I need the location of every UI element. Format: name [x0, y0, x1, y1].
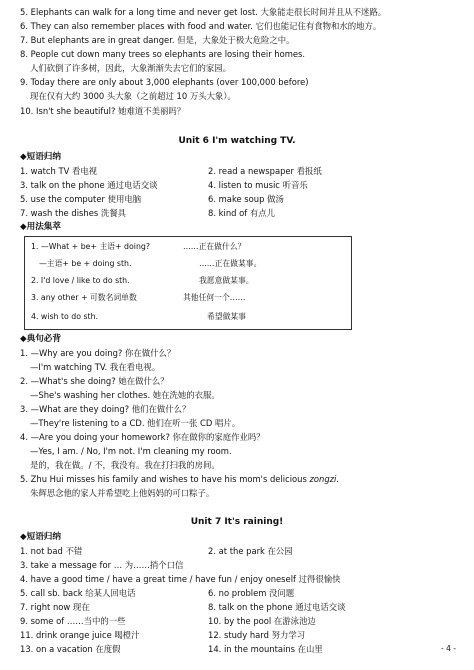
usage-meaning: ……正在做某事。	[199, 259, 262, 268]
sentence-line: 4. —Are you doing your homework? 你在做你的家庭作业吗？	[20, 432, 265, 442]
phrase-item: 3. talk on the phone 通过电话交谈	[20, 180, 158, 190]
usage-meaning: 其他任何一个……	[183, 293, 246, 302]
phrase-item: 10. by the pool 在游泳池边	[208, 616, 316, 626]
sentence-line: 朱辉思念他的家人并希望吃上他妈妈的可口粽子。	[30, 488, 215, 498]
sentence-line: —She's washing her clothes. 她在洗她的衣服。	[30, 390, 220, 400]
unit7-title: Unit 7 It's raining!	[190, 517, 284, 527]
sentence-line: 3. —What are they doing? 他们在做什么？	[20, 404, 191, 414]
sentence-text: 5. Zhu Hui misses his family and wishes to have his mom's delicious	[20, 474, 307, 484]
text-line: 10. Isn't she beautiful? 她难道不美丽吗？	[20, 106, 186, 116]
page-number: - 4 -	[441, 644, 456, 653]
text-line: 人们砍倒了许多树，因此，大象渐渐失去它们的家园。	[30, 63, 231, 73]
usage-meaning: 我愿意做某事。	[199, 276, 254, 285]
sentence-line: —They're listening to a CD. 他们在听一张 CD 唱片。	[30, 418, 241, 428]
phrase-item: 2. read a newspaper 看报纸	[208, 166, 322, 176]
unit6-usage-heading: ◆用法集萃	[20, 222, 61, 232]
usage-pattern: 4. wish to do sth.	[31, 312, 98, 321]
phrase-item: 1. not bad 不错	[20, 546, 83, 556]
phrase-item: 12. study hard 努力学习	[208, 630, 306, 640]
phrase-item: 13. on a vacation 在度假	[20, 644, 121, 654]
text-line: 5. Elephants can walk for a long time and never get lost. 大象能走很长时间并且从不迷路。	[20, 7, 387, 17]
phrase-item: 7. wash the dishes 洗餐具	[20, 208, 126, 218]
sentence-text-italic: zongzi.	[309, 474, 340, 484]
unit6-sentences-heading: ◆典句必背	[20, 334, 61, 344]
text-line: 8. People cut down many trees so elephants are losing their homes.	[20, 49, 306, 59]
phrase-item: 8. talk on the phone 通过电话交谈	[208, 602, 346, 612]
usage-meaning: ……正在做什么？	[183, 242, 246, 251]
phrase-item: 6. no problem 没问题	[208, 588, 295, 598]
sentence-line: 是的，我在做。/ 不，我没有。我在打扫我的房间。	[30, 460, 220, 470]
text-line: 现在仅有大约 3000 头大象（之前超过 10 万头大象）。	[30, 91, 236, 101]
phrase-item: 6. make soup 做汤	[208, 194, 284, 204]
unit7-phrases-heading: ◆短语归纳	[20, 532, 61, 542]
unit6-title: Unit 6 I'm watching TV.	[178, 136, 296, 146]
usage-pattern: 3. any other + 可数名词单数	[31, 293, 137, 302]
usage-box	[24, 236, 352, 330]
phrase-item: 14. in the mountains 在山里	[208, 644, 323, 654]
usage-pattern: —主语+ be + doing sth.	[39, 259, 132, 268]
sentence-line: 1. —Why are you doing? 你在做什么？	[20, 348, 176, 358]
sentence-line: —Yes, I am. / No, I'm not. I'm cleaning my room.	[30, 446, 232, 456]
phrase-item: 1. watch TV 看电视	[20, 166, 98, 176]
usage-pattern: 1. —What + be+ 主语+ doing?	[31, 242, 150, 251]
sentence-line: 2. —What's she doing? 她在做什么？	[20, 376, 169, 386]
phrase-item: 2. at the park 在公园	[208, 546, 293, 556]
text-line: 7. But elephants are in great danger. 但是，大象处于极大危险之中。	[20, 35, 295, 45]
phrase-item: 3. take a message for … 为……捎个口信	[20, 560, 184, 570]
text-line: 9. Today there are only about 3,000 elephants (over 100,000 before)	[20, 77, 309, 87]
phrase-item: 5. call sb. back 给某人回电话	[20, 588, 136, 598]
phrase-item: 7. right now 现在	[20, 602, 90, 612]
usage-meaning: 希望做某事	[207, 312, 246, 321]
phrase-item: 4. listen to music 听音乐	[208, 180, 308, 190]
phrase-item: 4. have a good time / have a great time / have fun / enjoy oneself 过得很愉快	[20, 574, 341, 584]
usage-pattern: 2. I'd love / like to do sth.	[31, 276, 130, 285]
text-line: 6. They can also remember places with food and water. 它们也能记住有食物和水的地方。	[20, 21, 382, 31]
sentence-line	[20, 473, 339, 485]
sentence-line: —I'm watching TV. 我在看电视。	[30, 362, 161, 372]
phrase-item: 8. kind of 有点儿	[208, 208, 275, 218]
phrase-item: 5. use the computer 使用电脑	[20, 194, 142, 204]
unit6-phrases-heading: ◆短语归纳	[20, 152, 61, 162]
phrase-item: 11. drink orange juice 喝橙汁	[20, 630, 140, 640]
phrase-item: 9. some of ……当中的一些	[20, 616, 126, 626]
